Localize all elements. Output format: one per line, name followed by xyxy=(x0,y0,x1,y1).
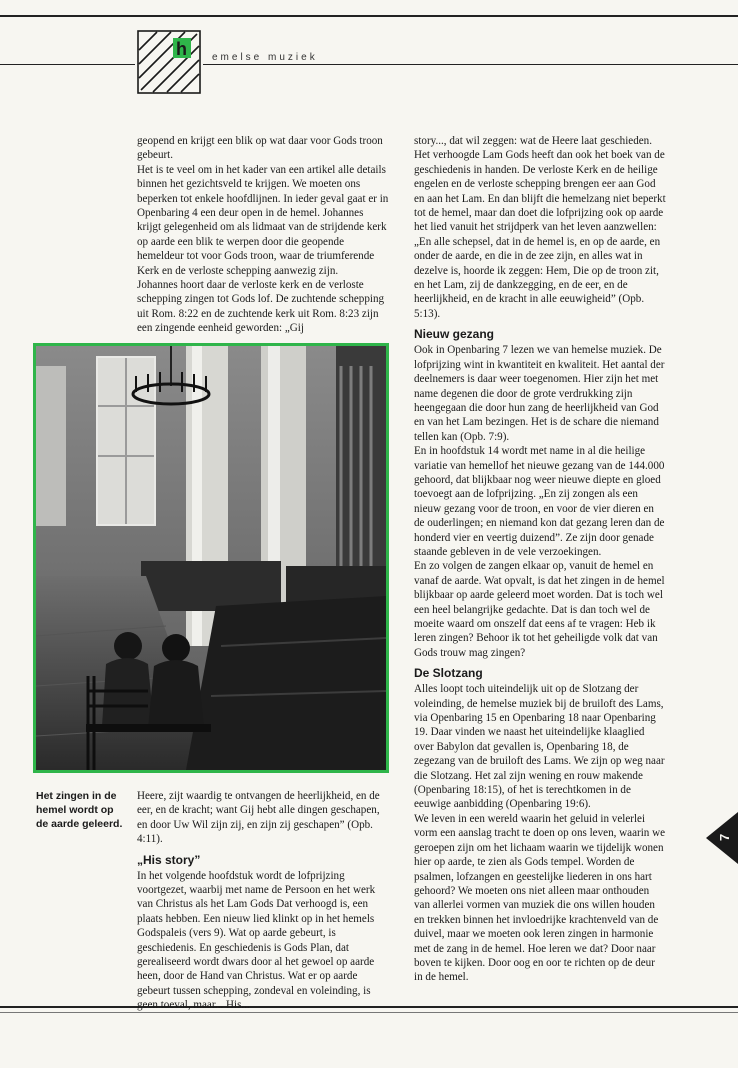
paragraph: geopend en krijgt een blik op wat daar voor Gods troon gebeurt. xyxy=(137,135,383,162)
page-number-tab xyxy=(702,812,738,864)
church-interior-photo xyxy=(33,343,389,773)
header-rule xyxy=(0,64,738,65)
top-rule xyxy=(0,15,738,17)
church-interior-illustration xyxy=(36,346,386,770)
paragraph: In het volgende hoofdstuk wordt de lofprijzing voortgezet, waarbij met name de Persoon en het werk van Christus als het Lam Gods Dat verhoogd is, een plaats hebben. Een nieuw lied klinkt op in het hemels Godspaleis (vers 9). Wat op aarde gebeurt, is geschiedenis. En geschiedenis is Gods Plan, dat gerealiseerd wordt dwars door al het gewoel op aarde heen, door de Hand van Christus. Wat er op aarde gebeurt tussen schepping, zondeval en voleinding, is geen toeval, maar... His... xyxy=(137,869,376,1012)
right-column xyxy=(414,134,666,985)
section-title: emelse muziek xyxy=(212,52,318,63)
paragraph: Heere, zijt waardig te ontvangen de heerlijkheid, en de eer, en de kracht; want Gij hebt alle dingen geschapen, en door Uw Wil zijn zij, en zijn zij geschapen” (Opb. 4:11). xyxy=(137,790,380,846)
paragraph: Ook in Openbaring 7 lezen we van hemelse muziek. De lofprijzing wint in kwantiteit en kwaliteit. Het aantal der deelnemers is daar weer toegenomen. Hier zijn het met name degenen die door de grote verdrukking zijn heengegaan die door hun zang de heerlijkheid van God en van het Lam bezingen. Het is de schare die niemand tellen kan (Opb. 7:9). xyxy=(414,344,665,443)
page-number: 7 xyxy=(717,833,732,841)
left-column-bottom xyxy=(137,789,389,1013)
paragraph: Alles loopt toch uiteindelijk uit op de Slotzang der voleinding, de hemelse muziek bij de bruiloft des Lams, via Openbaring 15 en Openbaring 18 naar Openbaring 19. Daar vinden we naast het uiteindelijke klaaglied over Babylon dat gevallen is, Openbaring 18, de zegezang van de bruiloft des Lams. We zijn op weg naar die Slotzang. Het zal zijn wening en rouw makende (Openbaring 18:15), of het is terechtkomen in de eeuwige aanbidding (Openbaring 19:6). xyxy=(414,683,665,811)
paragraph: Het is te veel om in het kader van een artikel alle details binnen het gezichtsveld te krijgen. We moeten ons beperken tot enkele hoofdlijnen. In ieder geval gaat er in Openbaring 4 een deur open in de hemel. Johannes krijgt gelegenheid om als lidmaat van de strijdende kerk op aarde een blik te werpen door die geopende hemeldeur tot voor Gods troon, waar de triumferende Kerk en de verloste schepping aanwezig zijn. xyxy=(137,163,389,277)
paragraph: En zo volgen de zangen elkaar op, vanuit de hemel en vanaf de aarde. Wat opvalt, is dat het zingen in de hemel blijkbaar op aarde geleerd moet worden. Dat is toch wel een heel belangrijke gedachte. Dat is dan toch wel de moeite waard om onszelf dat eens af te vragen: Heb ik leren zingen? Behoor ik tot het geheiligde volk dat van Gods trouw mag zingen? xyxy=(414,560,665,659)
subheading-de-slotzang: De Slotzang xyxy=(414,666,483,681)
logo-letter: h xyxy=(176,39,187,59)
magazine-logo xyxy=(135,28,203,98)
left-column-top xyxy=(137,134,389,336)
paragraph: Johannes hoort daar de verloste kerk en de verloste schepping zingen tot Gods lof. De zuchtende schepping uit Rom. 8:22 en de zuchtende kerk uit Rom. 8:23 zijn een zingende eenheid geworden: „Gij xyxy=(137,279,385,335)
paragraph: story..., dat wil zeggen: wat de Heere laat geschieden. Het verhoogde Lam Gods heeft dan ook het boek van de geschiedenis in handen. De verloste Kerk en de heilige engelen en de verloste schepping brengen eer aan God en aan het Lam. En dan blijft die hemelzang niet beperkt tot de hemel, maar dan doet die lofprijzing ook op aarde het lied vanuit het strijdperk van het leven aanzwellen: „En alle schepsel, dat in de hemel is, en op de aarde, en onder de aarde, en die in de zee zijn, en alles wat in dezelve is, hoorde ik zeggen: Hem, Die op de troon zit, en het Lam, zij de dankzegging, en de eer, en de heerlijkheid, en de kracht in alle eeuwigheid” (Opb. 5:13). xyxy=(414,135,666,320)
subheading-his-story: „His story” xyxy=(137,852,201,867)
paragraph: En in hoofdstuk 14 wordt met name in al die heilige variatie van hemellof het nieuwe gezang van de 144.000 gehoord, dat blijkbaar nog weer nieuwe diepte en gloed toevoegt aan de lofprijzing. „En zij zongen als een nieuw gezang voor de troon, en voor de vier dieren en de ouderlingen; en niemand kon dat gezang leren dan de honderd vier en veertig duizend”. Ze zijn door genade staande gebleven in de vele verzoekingen. xyxy=(414,445,665,558)
photo-caption: Het zingen in de hemel wordt op de aarde geleerd. xyxy=(36,790,123,830)
subheading-nieuw-gezang: Nieuw gezang xyxy=(414,327,495,342)
paragraph: We leven in een wereld waarin het geluid in velerlei vorm een aanslag tracht te doen op ons leven, waarin we geroepen zijn om het lichaam waarin we tijdelijk wonen hier op aarde, te zien als Gods tempel. Worden de psalmen, lofzangen en geestelijke liederen in ons hart gehoord? We moeten ons niet alleen maar onthouden van allerlei vormen van muziek die ons willen houden en trekken binnen het invloedrijke krachtenveld van de duivel, maar we moeten ook leren zingen in harmonie met de zang in de hemel. Hoe leren we dat? Door naar boven te kijken. Door oog en oor te richten op de deur in de hemel. xyxy=(414,812,666,984)
